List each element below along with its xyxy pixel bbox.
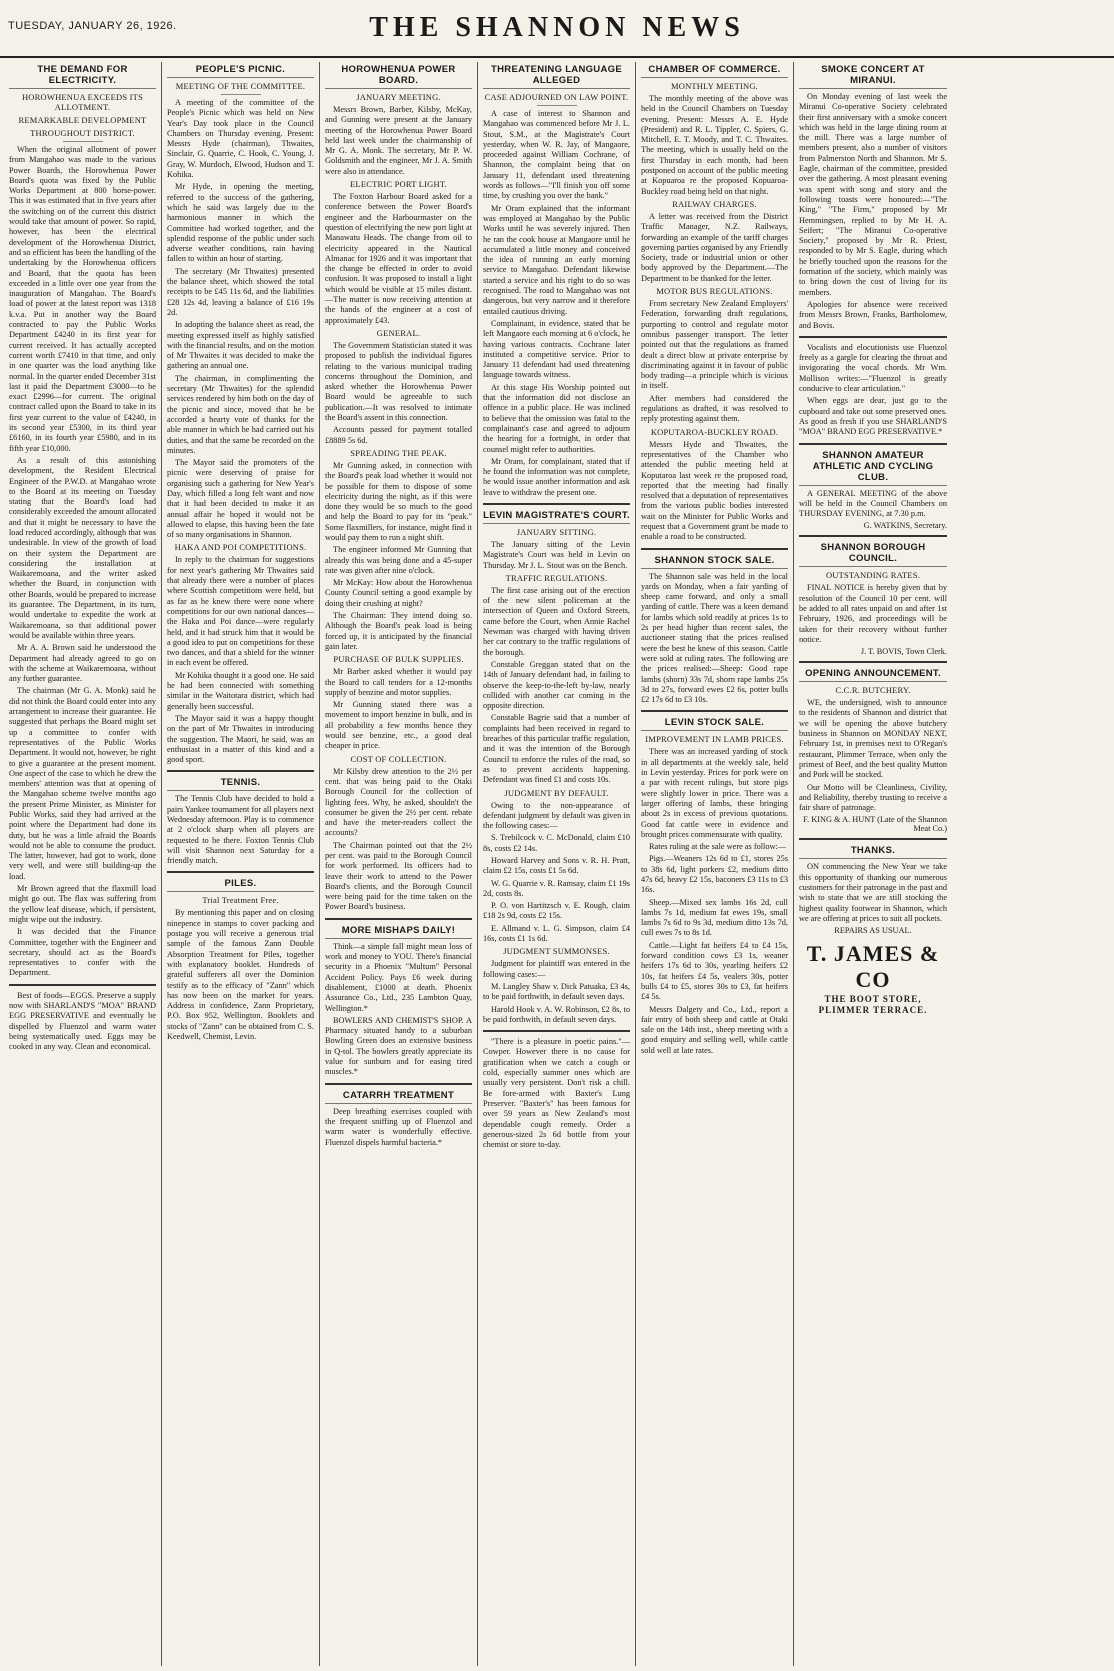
paragraph: Deep breathing exercises coupled with the frequent sniffing up of Fluenzol and warm water is wonderfully effective. Fluenzol dispels harmful bacteria.* bbox=[325, 1106, 472, 1147]
column-3 bbox=[320, 62, 478, 1666]
paragraph: The Mayor said the promoters of the picnic were deserving of praise for organising such a gathering for New Year's Day, which filled a long felt want and now that it had been decided to make it an annual affair he hoped it would not be allowed to elapse, this having been the fate of so many organisations in Shannon. bbox=[167, 458, 314, 540]
article-heading: SHANNON STOCK SALE. bbox=[641, 555, 788, 569]
paragraph: S. Trebilcock v. C. McDonald, claim £10 8s, costs £2 14s. bbox=[483, 833, 630, 853]
paragraph: Messrs Dalgety and Co., Ltd., report a fair entry of both sheep and cattle at Otaki sale on the 14th inst., sheep meeting with a good enquiry and selling well, while cattle sold well at late rates. bbox=[641, 1004, 788, 1055]
article-subheading: HOROWHENUA EXCEEDS ITS ALLOTMENT. bbox=[21, 92, 144, 112]
masthead bbox=[0, 0, 1114, 58]
column-1 bbox=[4, 62, 162, 1666]
paragraph: On Monday evening of last week the Miranui Co-operative Society celebrated their first anniversary with a smoke concert which was held in the large dining room at the mill. There was a large number of members present, also a number of visitors from Palmerston North and Shannon. Mr S. Eagle, chairman of the committee, presided over the gathering. A most pleasant evening was spent with song and story and the following toasts were honoured:—"The King," "The Firm," proposed by Mr Hemmingsen, replied to by Mr H. A. Seifert; "The Miranui Co-operative Society," proposed by Mr R. Priest, responded to by Mr S. Eagle, during which he briefly touched upon the reasons for the formation of the society, which mainly was to bring down the cost of living for its members. bbox=[799, 92, 947, 297]
article-heading: SHANNON AMATEUR ATHLETIC AND CYCLING CLUB. bbox=[799, 450, 947, 486]
article-subheading: C.C.R. BUTCHERY. bbox=[835, 685, 911, 696]
signature: J. T. BOVIS, Town Clerk. bbox=[860, 647, 947, 657]
column-6 bbox=[794, 62, 952, 1666]
paragraph: Apologies for absence were received from Messrs Brown, Franks, Bartholomew, and Bovis. bbox=[799, 299, 947, 330]
paragraph: The Tennis Club have decided to hold a pairs Yankee tournament for all players next Wednesday afternoon. Play is to commence at 2 o'clock sharp when all players are requested to be there. Foxton Tennis Club will visit Shannon next Saturday for a friendly match. bbox=[167, 794, 314, 866]
article-heading: LEVIN MAGISTRATE'S COURT. bbox=[483, 510, 630, 524]
paragraph: Cattle.—Light fat heifers £4 to £4 15s, forward condition cows £3 1s, weaner heifers 17s 6d to 30s, yearling heifers £2 10s, fat heifers £4 5s, vealers 30s, potter bulls £4 to £5, stores 30s to £3, fat heifers £4 5s. bbox=[641, 940, 788, 1002]
paragraph: Accounts passed for payment totalled £8889 5s 6d. bbox=[325, 425, 472, 445]
paragraph: Messrs Hyde and Thwaites, the representatives of the Chamber who attended the public meeting held at Koputaroa last week re the proposed road, reported that the meeting had finally resolved that a deputation of representatives from the various public bodies interested wait on the Minister for Public Works and request that a Government grant be made to enable a road to be constructed. bbox=[641, 439, 788, 542]
article-subheading: MONTHLY MEETING. bbox=[670, 81, 759, 91]
paragraph: In adopting the balance sheet as read, the meeting expressed itself as highly satisfied with the financial results, and on the motion of Mr Thwaites it was decided to make the gathering an annual one. bbox=[167, 320, 314, 371]
paragraph: The Foxton Harbour Board asked for a conference between the Power Board's engineer and the Harbourmaster on the question of electrifying the new port light at Manawatu Heads. The change from oil to electricity appeared in the Nautical Almanac for 1926 and it was important that the change be effected in order to avoid confusion. It was proposed to install a light which would be visible at 15 miles distant.—The matter is now receiving attention at the hands of the engineer at a cost of approximately £43. bbox=[325, 192, 472, 325]
column-5 bbox=[636, 62, 794, 1666]
article-heading: MORE MISHAPS DAILY! bbox=[325, 925, 472, 939]
paragraph: BOWLERS AND CHEMIST'S SHOP. A Pharmacy situated handy to a suburban Bowling Green does an extensive business in Q-tol. The bowlers greatly appreciate its value for sunburn and for easing tired muscles.* bbox=[325, 1015, 472, 1077]
article-heading: CHAMBER OF COMMERCE. bbox=[641, 64, 788, 78]
paragraph: The monthly meeting of the above was held in the Council Chambers on Tuesday evening. Present: Messrs A. E. Hyde (President) and R. L. Tippler, C. Spiers, G. Mitchell, E. T. Moody, and T. C. Thwaites. The meeting, which is usually held on the first Thursday in each month, had been postponed on account of the public meeting at Kopuaroa re the proposed Kopuaroa-Buckley road being held on that night. bbox=[641, 94, 788, 196]
article-subheading: CASE ADJOURNED ON LAW POINT. bbox=[484, 92, 629, 102]
signature: F. KING & A. HUNT (Late of the Shannon Meat Co.) bbox=[803, 815, 947, 834]
paragraph: The secretary (Mr Thwaites) presented the balance sheet, which showed the total receipts to be £45 11s 6d, and the liabilities £28 12s 4d, leaving a balance of £16 19s 2d. bbox=[167, 266, 314, 317]
column-4 bbox=[478, 62, 636, 1666]
paragraph: P. O. von Hartitzsch v. E. Rough, claim £18 2s 9d, costs £2 15s. bbox=[483, 901, 630, 921]
paragraph: The chairman (Mr G. A. Monk) said he did not think the Board could enter into any arrangement to increase their guarantee. He suggested that perhaps the Board might set up a committee to confer with representatives of the Public Works Department. It would not, however, be right to give a guarantee at the present moment. One aspect of the case to which he drew the members' attention was that at opening of the Mangahao scheme twelve months ago the present Prime Minister, as Minister for Public Works, said they had arrived at the point where the Department had done its duty, but he was a little afraid the Boards would not be able to consume the product. The latter, however, had got to work, done very well, and were still building-up the load. bbox=[9, 686, 156, 881]
paragraph: The chairman, in complimenting the secretary (Mr Thwaites) for the splendid services rendered by him both on the day of the picnic and since, moved that he be accorded a hearty vote of thanks for the able manner in which he had carried out his duties, and that the same be recorded on the minutes. bbox=[167, 373, 314, 455]
paragraph: Mr Kohika thought it a good one. He said he had been connected with something similar in the Waitotara district, which had generally been successful. bbox=[167, 670, 314, 711]
paragraph: A GENERAL MEETING of the above will be held in the Council Chambers on THURSDAY EVENING, at 7.30 p.m. bbox=[799, 488, 947, 519]
article-subheading: HAKA AND POI COMPETITIONS. bbox=[174, 542, 307, 553]
advertiser-name: T. JAMES & CO bbox=[806, 941, 940, 993]
paragraph: As a result of this astonishing development, the Resident Electrical Engineer of the P.W.D. at Mangahao wrote to the Board at its meeting on Tuesday stating that the Board's load had considerably exceeded the amount allocated and that it might be necessary to have the load reduced accordingly, although that was undesirable. In view of the growth of load on their system the Department are considering the installation at Waikaremoana, and the writer asked whether the Board, in conjunction with other Boards, would be prepared to increase its guarantee. The Department, in its turn, would undertake to expedite the work at Waikaremoana, so that additional power would be available within three years. bbox=[9, 455, 156, 640]
article-subheading: TRAFFIC REGULATIONS. bbox=[505, 572, 608, 583]
paragraph: ON commencing the New Year we take this opportunity of thanking our numerous customers for their patronage in the past and wish to state that we are still stocking the highest quality footwear in Shannon, which we are offering at prices to suit all pockets. bbox=[799, 862, 947, 923]
paragraph: The Chairman: They intend doing so. Although the Board's peak load is being forced up, it is anticipated by the financial gain later. bbox=[325, 611, 472, 651]
paragraph: Pigs.—Weaners 12s 6d to £1, stores 25s to 38s 6d, light porkers £2, medium ditto 47s 6d, heavy £2 15s, baconers £3 11s to £3 16s. bbox=[641, 854, 788, 895]
paragraph: Our Motto will be Cleanliness, Civility, and Reliability, thereby trusting to receive a fair share of patronage. bbox=[799, 782, 947, 813]
article-subheading: ELECTRIC PORT LIGHT. bbox=[350, 179, 447, 190]
article-heading: THE DEMAND FOR ELECTRICITY. bbox=[9, 64, 156, 89]
paragraph: E. Allmand v. L. G. Simpson, claim £4 16s, costs £1 1s 6d. bbox=[483, 923, 630, 944]
paragraph: Mr Oram explained that the informant was employed at Mangahao by the Public Works until he was severely injured. Then he ran the cook house at Mangaore until he accumulated a little money and conceived the idea of running an early morning service to Mangahao. Defendant likewise started a service and his right to do so was recognised. The road to Mangahao was not dangerous, but very narrow and it therefore entailed cautious driving. bbox=[483, 203, 630, 316]
paragraph: Think—a simple fall might mean loss of work and money to YOU. There's financial security in a Phoenix "Multum" Personal Accident Policy. Pays £6 week during disablement, £1000 at death. Phoenix Assurance Co., Ltd., 235 Lambton Quay, Wellington.* bbox=[325, 941, 472, 1013]
paragraph: Constable Bagrie said that a number of complaints had been received in regard to breaches of this particular traffic regulation, and it was the intention of the Borough Council to enforce the rules of the road, so as to prevent accidents happening. Defendant was fined £1 and costs 10s. bbox=[483, 713, 630, 785]
article-subheading: KOPUTAROA-BUCKLEY ROAD. bbox=[650, 426, 779, 437]
paragraph: W. G. Quarrie v. R. Ramsay, claim £1 19s 2d, costs 8s. bbox=[483, 878, 630, 898]
article-heading: SMOKE CONCERT AT MIRANUI. bbox=[799, 64, 947, 89]
signature: G. WATKINS, Secretary. bbox=[863, 521, 947, 531]
paragraph: Mr Gunning stated there was a movement to import benzine in bulk, and in all probability a few months hence they would see benzine, etc., a good deal cheaper in price. bbox=[325, 700, 472, 751]
paragraph: When the original allotment of power from Mangahao was made to the various Power Boards, the Horowhenua Power Board's quota was fixed by the Public Works Department at 800 horse-power. This it was estimated that in five years after the switching on of the current this district would take that amount of power. So rapid, however, has been the electrical development of the Horowhenua District, and so efficient has been the handling of the undertaking by the Horowhenua officers and Board, that the quota has been exceeded in a little over one year from the inauguration of Mangahao. The Board's load of power at the latest report was 1318 k.v.a. Put in another way the Board contracted to pay the Public Works Department £4240 in its first year for current received. It has actually accepted current worth £7410 in that time, and only in one quarter was the load anything like normal. In the quarter ended December 31st last it paid the Department £3000—to be exact £2996—for current. The original contract called upon the Board to take in its first year current to the value of £4240, in its second year £5300, in its third year £6160, in its fourth year £5980, and in its fifth year £10,000. bbox=[9, 145, 156, 453]
paragraph: After members had considered the regulations as drafted, it was resolved to reply protesting against them. bbox=[641, 393, 788, 424]
paragraph: The first case arising out of the erection of the new silent policeman at the intersection of Queen and Oxford Streets, came before the Court, when Annie Rachel Newman was charged with having driven her car contrary to the traffic regulations of the borough. bbox=[483, 585, 630, 657]
paragraph: Howard Harvey and Sons v. R. H. Pratt, claim £2 15s, costs £1 5s 6d. bbox=[483, 856, 630, 876]
paragraph: A letter was received from the District Traffic Manager, N.Z. Railways, forwarding an example of the tariff charges governing parties organised by any Friendly Society, trade or industrial union or other body approved by the Department.—The Department to be thanked for the letter. bbox=[641, 211, 788, 283]
paragraph: Mr Oram, for complainant, stated that if he found the information was not complete, he would issue another information and ask leave to withdraw the present one. bbox=[483, 456, 630, 497]
advertiser-tagline: THE BOOT STORE, bbox=[824, 994, 922, 1005]
article-subheading: PURCHASE OF BULK SUPPLIES. bbox=[333, 654, 464, 665]
paragraph: A case of interest to Shannon and Mangahao was commenced before Mr J. L. Stout, S.M., at the Magistrate's Court yesterday, when W. R. Jay, of Mangaore, proceeded against William Cochrane, of Shannon, the complaint being that on January 11, defendant used threatening words as follows—"I'll finish you off some time, by crushing you over the bank." bbox=[483, 109, 630, 201]
paragraph: A meeting of the committee of the People's Picnic which was held on New Year's Day took place in the Council Chambers on Thursday evening. Present: Messrs Hyde (chairman), Thwaites, Sinclair, G. Quarrie, C. Hook, C. Young, J. Gray, W. Murdoch, Elwood, Hudson and T. Kohika. bbox=[167, 98, 314, 180]
article-subheading: THROUGHOUT DISTRICT. bbox=[30, 128, 135, 138]
paragraph: From secretary New Zealand Employers' Federation, forwarding draft regulations, purporting to control and regulate motor omnibus passenger transport. The letter pointed out that the regulations as framed dealt a direct blow at private enterprise by discriminating against it in favour of public body trading—a principle which is vicious in itself. bbox=[641, 299, 788, 391]
paragraph: WE, the undersigned, wish to announce to the residents of Shannon and district that we will be opening the above butchery business in Shannon on MONDAY NEXT, February 1st, in premises next to O'Regan's restaurant, Plimmer Terrace, when only the primest of Beef, and the best quality Mutton and Pork will be stocked. bbox=[799, 698, 947, 780]
paragraph: It was decided that the Finance Committee, together with the Engineer and secretary, should act as the Board's representatives to confer with the Department. bbox=[9, 927, 156, 978]
paragraph: Mr Brown agreed that the flaxmill load might go out. The flax was suffering from the yellow leaf disease, which, if persistent, might wipe out the industry. bbox=[9, 884, 156, 924]
article-subheading: GENERAL. bbox=[376, 327, 421, 338]
article-heading: THREATENING LANGUAGE ALLEGED bbox=[483, 64, 630, 89]
paragraph: The Chairman pointed out that the 2½ per cent. was paid to the Borough Council for work performed. Its officers had to leave their work to attend to the Power Board's clients, and the Borough Council were being paid for the time taken on the Power Board's business. bbox=[325, 840, 472, 912]
paragraph: FINAL NOTICE is hereby given that by resolution of the Council 10 per cent. will be added to all rates unpaid on and after 1st February, 1926, and proceedings will be taken for their recovery without further notice. bbox=[799, 583, 947, 644]
paragraph: Mr Gunning asked, in connection with the Board's peak load whether it would not be possible for them to dispose of some electricity during the night, as if this were done they would be so much to the good and help the Board to pay for its "peak." Some flaxmillers, for instance, might find it would pay them to run a night shift. bbox=[325, 460, 472, 542]
paragraph: The Government Statistician stated it was proposed to publish the individual figures relating to the various municipal trading concerns throughout the Dominion, and asked whether the Horowhenua Power Board would be agreeable to such publication.—It was resolved to intimate the Board's assent in this connection. bbox=[325, 340, 472, 423]
article-subheading: MEETING OF THE COMMITTEE. bbox=[175, 81, 306, 91]
paragraph: Messrs Brown, Barber, Kilsby, McKay, and Gunning were present at the January meeting of the Horowhenua Power Board held last week under the chairmanship of Mr G. A. Monk. The secretary, Mr P. W. Goldsmith and the engineer, Mr J. A. Smith were also in attendance. bbox=[325, 105, 472, 176]
paragraph: Complainant, in evidence, stated that he left Mangaore each morning at 6 o'clock, he having various contracts. Cochrane later instituted a competitive service. Prior to January 11 defendant had used threatening language towards witness. bbox=[483, 318, 630, 380]
article-heading: OPENING ANNOUNCEMENT. bbox=[799, 668, 947, 682]
paragraph: Constable Greggan stated that on the 14th of January defendant had, in failing to observe the keep-to-the-left by-law, nearly collided with another car coming in the opposite direction. bbox=[483, 659, 630, 711]
advertisement-text: When eggs are dear, just go to the cupboard and take out some preserved ones. As good as fresh if you use SHARLAND'S "MOA" BRAND EGG PRESERVATIVE.* bbox=[799, 396, 947, 437]
article-subheading: MOTOR BUS REGULATIONS. bbox=[656, 286, 773, 297]
paragraph: There was an increased yarding of stock in all departments at the weekly sale, held in Levin yesterday. Prices for pork were on a par with recent rulings, but store pigs were slightly lower in price. There was a larger offering of lambs, these bringing about 2s in excess of previous quotations. Good fat cattle were in evidence and brought prices commensurate with quality. bbox=[641, 747, 788, 839]
paragraph: Mr Hyde, in opening the meeting, referred to the success of the gathering, which he said was largely due to the harmonious manner in which the Committee had worked together, and the splendid response of the public under such adverse weather conditions, rain having fallen to within an hour of starting. bbox=[167, 182, 314, 264]
article-subheading: JANUARY SITTING. bbox=[516, 526, 597, 537]
paragraph: Mr Kilsby drew attention to the 2½ per cent. that was being paid to the Otaki Borough Council for the collection of lighting fees. Why, he asked, shouldn't the consumer be given the 2½ per cent. rebate and have the meter-readers collect the accounts? bbox=[325, 766, 472, 838]
article-heading: TENNIS. bbox=[167, 777, 314, 791]
paragraph: Rates ruling at the sale were as follow:— bbox=[649, 842, 787, 852]
paragraph: Mr Barber asked whether it would pay the Board to call tenders for a 12-months supply of benzine and motor supplies. bbox=[325, 667, 472, 697]
paragraph: By mentioning this paper and on closing ninepence in stamps to cover packing and postage you will receive a generous trial sample of the famous Zann Double Absorption Treatment for Piles, together with explanatory booklet. Hundreds of grateful sufferers all over the Dominion testify as to the efficacy of "Zann" which has now been on the market for years. Address in confidence, Zann Proprietary, P.O. Box 952, Wellington. Booklets and stocks of "Zann" can be obtained from C. S. Keedwell, Chemist, Levin. bbox=[167, 908, 314, 1042]
advertiser-location: PLIMMER TERRACE. bbox=[818, 1005, 928, 1016]
article-heading: THANKS. bbox=[799, 845, 947, 859]
article-heading: PILES. bbox=[167, 878, 314, 892]
paragraph: The Shannon sale was held in the local yards on Monday, when a fair yarding of sheep came forward, and only a small yarding of cattle. There was a keen demand for lambs which sold readily at prices 1s to 2s per head higher than recent sales, the auctioneer stating that the prices realised were the best he knew of this season. Cattle were sold at ruling rates. The following are the prices realised:—Sheep: Good rape lambs (shorn) 33s 7d, shorn rape lambs 25s 3d to 27s, forward ewes £2 6s, potter bulls £2 17s 6d to £3 10s. bbox=[641, 571, 788, 705]
article-heading: HOROWHENUA POWER BOARD. bbox=[325, 64, 472, 89]
article-subheading: REMARKABLE DEVELOPMENT bbox=[18, 115, 147, 125]
paragraph: Sheep.—Mixed sex lambs 16s 2d, cull lambs 7s 1d, medium fat ewes 19s, small lambs 7s 6d to 9s 3d, medium ditto 13s 7d, cull ewes 7s to 8s 1d. bbox=[641, 897, 788, 938]
article-subheading: JANUARY MEETING. bbox=[356, 92, 441, 102]
article-subheading: SPREADING THE PEAK. bbox=[350, 447, 447, 458]
article-subheading: JUDGMENT SUMMONSES. bbox=[503, 946, 610, 957]
paragraph: The Mayor said it was a happy thought on the part of Mr Thwaites in introducing the suggestion. The Maori, he said, was an enthusiast in a matter of this kind and a good sport. bbox=[167, 713, 314, 765]
paragraph: The engineer informed Mr Gunning that already this was being done and a 45-super rate was given after nine o'clock. bbox=[325, 545, 472, 575]
paragraph: In reply to the chairman for suggestions for next year's gathering Mr Thwaites said that already there were a number of places where Scottish competitions were held, but as far as he knew there were none where competitions for our own national dances—the Haka and Poi dance—were regularly held, and it had struck him that it would be a good idea to put on competitions for these two dances, and that a shield for the winner in each event be offered. bbox=[167, 555, 314, 668]
article-subheading: JUDGMENT BY DEFAULT. bbox=[504, 787, 609, 798]
article-subheading: OUTSTANDING RATES. bbox=[825, 570, 921, 581]
paragraph: Mr McKay: How about the Horowhenua County Council setting a good example by doing their crushing at night? bbox=[325, 578, 472, 608]
article-heading: SHANNON BOROUGH COUNCIL. bbox=[799, 542, 947, 567]
advertisement-text: Best of foods—EGGS. Preserve a supply now with SHARLAND'S "MOA" BRAND EGG PRESERVATIVE and eventually be dispelled by Fluenzol and warm water being systematically used. Eggs may be cooked in any way. Clean and economical. bbox=[9, 990, 156, 1052]
article-subheading: IMPROVEMENT IN LAMB PRICES. bbox=[645, 734, 784, 745]
paragraph: M. Langley Shaw v. Dick Patuaka, £3 4s, to be paid forthwith, in default seven days. bbox=[483, 981, 630, 1002]
paragraph: Judgment for plaintiff was entered in the following cases:— bbox=[483, 959, 630, 979]
advertisement-text: Vocalists and elocutionists use Fluenzol freely as a gargle for clearing the throat and invigorating the vocal chords. Mr Wm. Mollison writes:—"Fluenzol is greatly conducive to clear articulation." bbox=[799, 342, 947, 394]
article-heading: LEVIN STOCK SALE. bbox=[641, 717, 788, 731]
article-subheading: COST OF COLLECTION. bbox=[350, 753, 447, 764]
newspaper-title: THE SHANNON NEWS bbox=[369, 12, 745, 43]
newspaper-columns bbox=[4, 62, 1110, 1666]
paragraph: Harold Hook v. A. W. Robinson, £2 8s, to be paid forthwith, in default seven days. bbox=[483, 1004, 630, 1024]
article-heading: PEOPLE'S PICNIC. bbox=[167, 64, 314, 78]
paragraph: The January sitting of the Levin Magistrate's Court was held in Levin on Thursday. Mr J. L. Stout was on the Bench. bbox=[483, 539, 630, 570]
paragraph: At this stage His Worship pointed out that the information did not disclose an offence in a public place. He was inclined to believe that the omission was fatal to the complainant's case and agreed to adjourn the hearing for a fortnight, in order that counsel might refer to authorities. bbox=[483, 382, 630, 454]
advertisement-text: "There is a pleasure in poetic pains."—Cowper. However there is no cause for gratification when we catch a cough or cold, especially summer ones which are usually very persistent. Don't risk a chill. Be fore-armed with Baxter's Lung Preserver. "Baxter's" has been famous for over 59 years as New Zealand's most dependable cough remedy. Order a generous-sized 2s 6d bottle from your chemist or store to-day. bbox=[483, 1037, 630, 1150]
paragraph: Owing to the non-appearance of defendant judgment by default was given in the following cases:— bbox=[483, 800, 630, 831]
article-subheading: RAILWAY CHARGES. bbox=[672, 198, 757, 209]
paragraph: Mr A. A. Brown said he understood the Department had already agreed to go on with the scheme at Waikaremoana, without any further guarantee. bbox=[9, 643, 156, 684]
repairs-notice: REPAIRS AS USUAL. bbox=[834, 926, 912, 936]
column-2 bbox=[162, 62, 320, 1666]
article-heading: CATARRH TREATMENT bbox=[325, 1090, 472, 1104]
issue-date: TUESDAY, JANUARY 26, 1926. bbox=[8, 20, 177, 32]
article-subheading: Trial Treatment Free. bbox=[202, 895, 279, 906]
